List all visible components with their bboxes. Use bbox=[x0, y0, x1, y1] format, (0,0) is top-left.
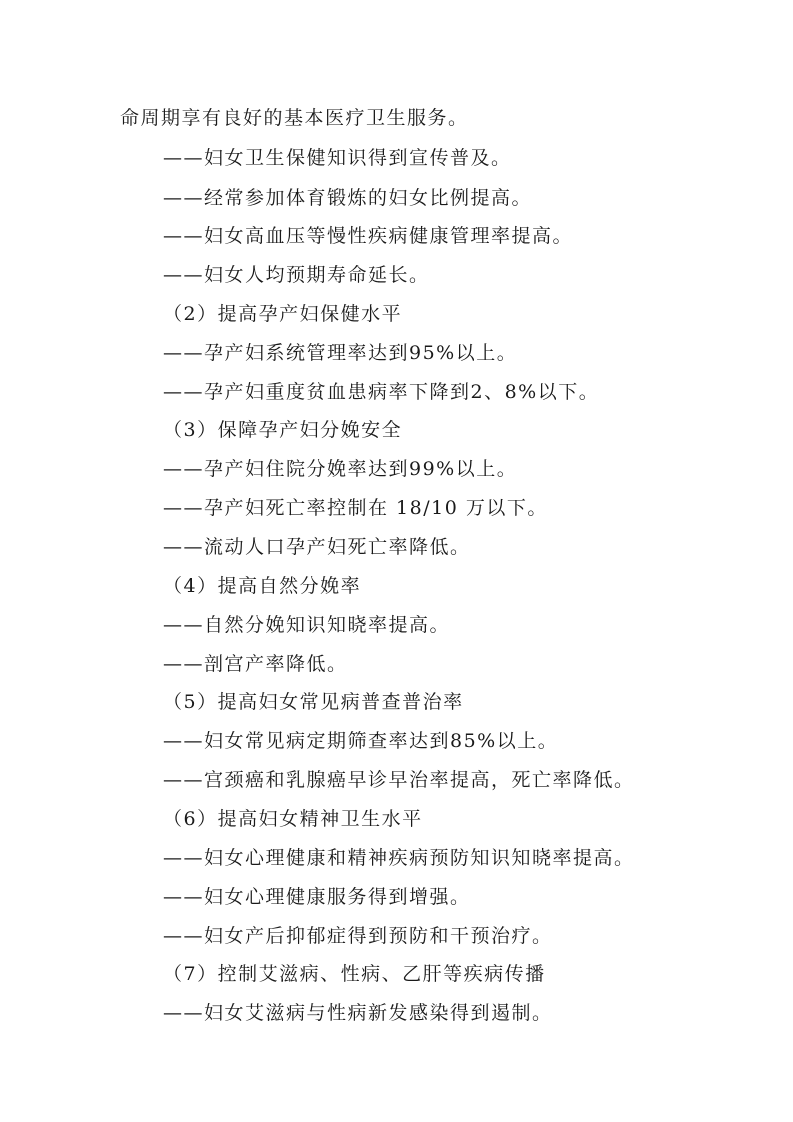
list-item: ——自然分娩知识知晓率提高。 bbox=[163, 614, 451, 636]
list-item: ——宫颈癌和乳腺癌早诊早治率提高，死亡率降低。 bbox=[163, 769, 635, 791]
list-item: ——妇女产后抑郁症得到预防和干预治疗。 bbox=[163, 925, 553, 947]
section-heading: （7）控制艾滋病、性病、乙肝等疾病传播 bbox=[163, 963, 546, 985]
list-item: ——经常参加体育锻炼的妇女比例提高。 bbox=[163, 187, 533, 209]
list-item: ——剖宫产率降低。 bbox=[163, 653, 348, 675]
list-item: ——孕产妇住院分娩率达到99%以上。 bbox=[163, 458, 518, 480]
list-item: ——妇女心理健康服务得到增强。 bbox=[163, 886, 471, 908]
list-item: ——孕产妇重度贫血患病率下降到2、8%以下。 bbox=[163, 381, 600, 403]
list-item: ——孕产妇系统管理率达到95%以上。 bbox=[163, 342, 518, 364]
paragraph-continuation: 命周期享有良好的基本医疗卫生服务。 bbox=[120, 107, 469, 129]
section-heading: （3）保障孕产妇分娩安全 bbox=[163, 419, 403, 441]
list-item: ——妇女卫生保健知识得到宣传普及。 bbox=[163, 147, 512, 169]
list-item: ——孕产妇死亡率控制在 18/10 万以下。 bbox=[163, 497, 548, 519]
list-item: ——流动人口孕产妇死亡率降低。 bbox=[163, 536, 471, 558]
section-heading: （5）提高妇女常见病普查普治率 bbox=[163, 691, 464, 713]
list-item: ——妇女常见病定期筛查率达到85%以上。 bbox=[163, 730, 559, 752]
section-heading: （4）提高自然分娩率 bbox=[163, 575, 362, 597]
list-item: ——妇女心理健康和精神疾病预防知识知晓率提高。 bbox=[163, 847, 635, 869]
list-item: ——妇女艾滋病与性病新发感染得到遏制。 bbox=[163, 1002, 553, 1024]
list-item: ——妇女高血压等慢性疾病健康管理率提高。 bbox=[163, 225, 574, 247]
section-heading: （2）提高孕产妇保健水平 bbox=[163, 303, 403, 325]
section-heading: （6）提高妇女精神卫生水平 bbox=[163, 808, 423, 830]
list-item: ——妇女人均预期寿命延长。 bbox=[163, 264, 430, 286]
